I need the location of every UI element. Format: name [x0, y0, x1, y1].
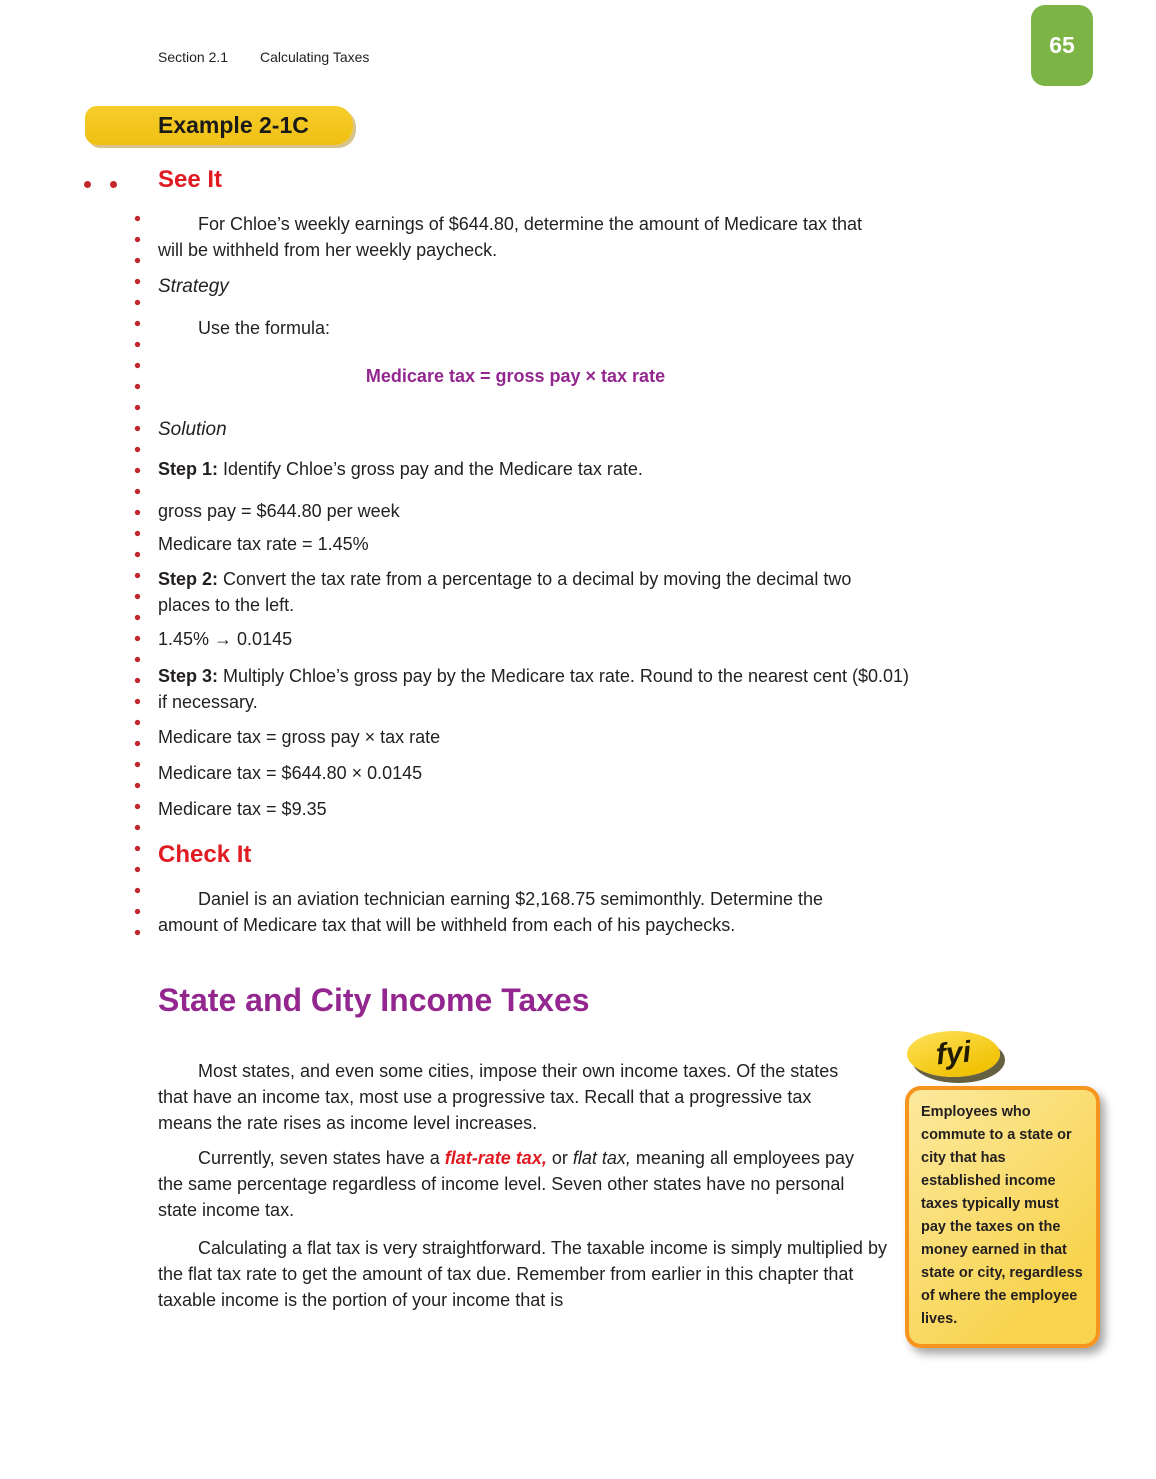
step-2-text: Convert the tax rate from a percentage to a decimal by moving the decimal two places to the left. [158, 569, 852, 615]
substitution-line: Medicare tax = $644.80 × 0.0145 [158, 763, 423, 783]
solution-heading: Solution [158, 419, 227, 440]
fyi-note-box [905, 1086, 1100, 1348]
para2-rest: meaning all employees pay the same percentage regardless of income level. Seven other states have no personal state income tax. [158, 1148, 855, 1220]
medicare-tax-formula: Medicare tax = gross pay × tax rate [365, 366, 666, 386]
see-it-heading: See It [158, 166, 223, 193]
state-tax-paragraph-1: Most states, and even some cities, impose their own income taxes. Of the states that have an income tax, most use a progressive tax. Recall that a progressive tax means the rate rises as income level increases. [158, 1061, 839, 1133]
page-number-badge [1031, 5, 1093, 86]
decorative-dot [110, 181, 117, 188]
step-1-text: Identify Chloe’s gross pay and the Medicare tax rate. [218, 459, 643, 479]
fyi-badge [907, 1031, 1000, 1077]
step-3-label: Step 3: [158, 666, 219, 686]
solution-step-1 [158, 456, 903, 482]
check-it-heading: Check It [158, 841, 252, 868]
decorative-dot [84, 181, 91, 188]
example-banner [85, 106, 353, 145]
state-tax-paragraph-3: Calculating a flat tax is very straightforward. The taxable income is simply multiplied by the flat tax rate to get the amount of tax due. Remember from earlier in this chapter that taxable income is the portion of your income that is [158, 1238, 887, 1310]
decimal-conversion-line: 1.45% → 0.0145 [158, 629, 293, 649]
section-title-state-city: State and City Income Taxes [158, 982, 590, 1018]
section-number: Section 2.1 [158, 49, 229, 65]
formula-line: Medicare tax = gross pay × tax rate [158, 727, 441, 747]
gross-pay-line: gross pay = $644.80 per week [158, 501, 400, 521]
medicare-rate-line: Medicare tax rate = 1.45% [158, 534, 369, 554]
step-2-label: Step 2: [158, 569, 219, 589]
solution-step-2 [158, 566, 858, 618]
dotted-rule [134, 208, 141, 936]
fyi-badge-label: fyi [934, 1035, 973, 1072]
strategy-intro: Use the formula: [198, 318, 331, 338]
flat-tax-term: flat tax, [572, 1148, 631, 1168]
state-tax-paragraph-2 [158, 1145, 863, 1223]
step-1-label: Step 1: [158, 459, 219, 479]
check-it-paragraph: Daniel is an aviation technician earning $2,168.75 semimonthly. Determine the amount of Medicare tax that will be withheld from each of his paychecks. [158, 889, 824, 935]
solution-step-3 [158, 663, 910, 715]
running-head-title: Calculating Taxes [259, 49, 370, 65]
para2-or: or [546, 1148, 573, 1168]
flat-rate-tax-term: flat-rate tax, [444, 1148, 547, 1168]
step-3-text: Multiply Chloe’s gross pay by the Medicare tax rate. Round to the nearest cent ($0.01) if necessary. [158, 666, 910, 712]
result-line: Medicare tax = $9.35 [158, 799, 327, 819]
para2-lead: Currently, seven states have a [198, 1148, 445, 1168]
fyi-note-text: Employees who commute to a state or city that has established income taxes typically must pay the taxes on the money earned in that state or city, regardless of where the employee lives. [921, 1104, 1083, 1327]
strategy-heading: Strategy [158, 276, 229, 297]
page-number: 65 [1049, 32, 1075, 58]
example-banner-label: Example 2-1C [158, 112, 309, 138]
see-it-paragraph: For Chloe’s weekly earnings of $644.80, determine the amount of Medicare tax that will be withheld from her weekly paycheck. [158, 214, 863, 260]
running-head [158, 49, 369, 65]
